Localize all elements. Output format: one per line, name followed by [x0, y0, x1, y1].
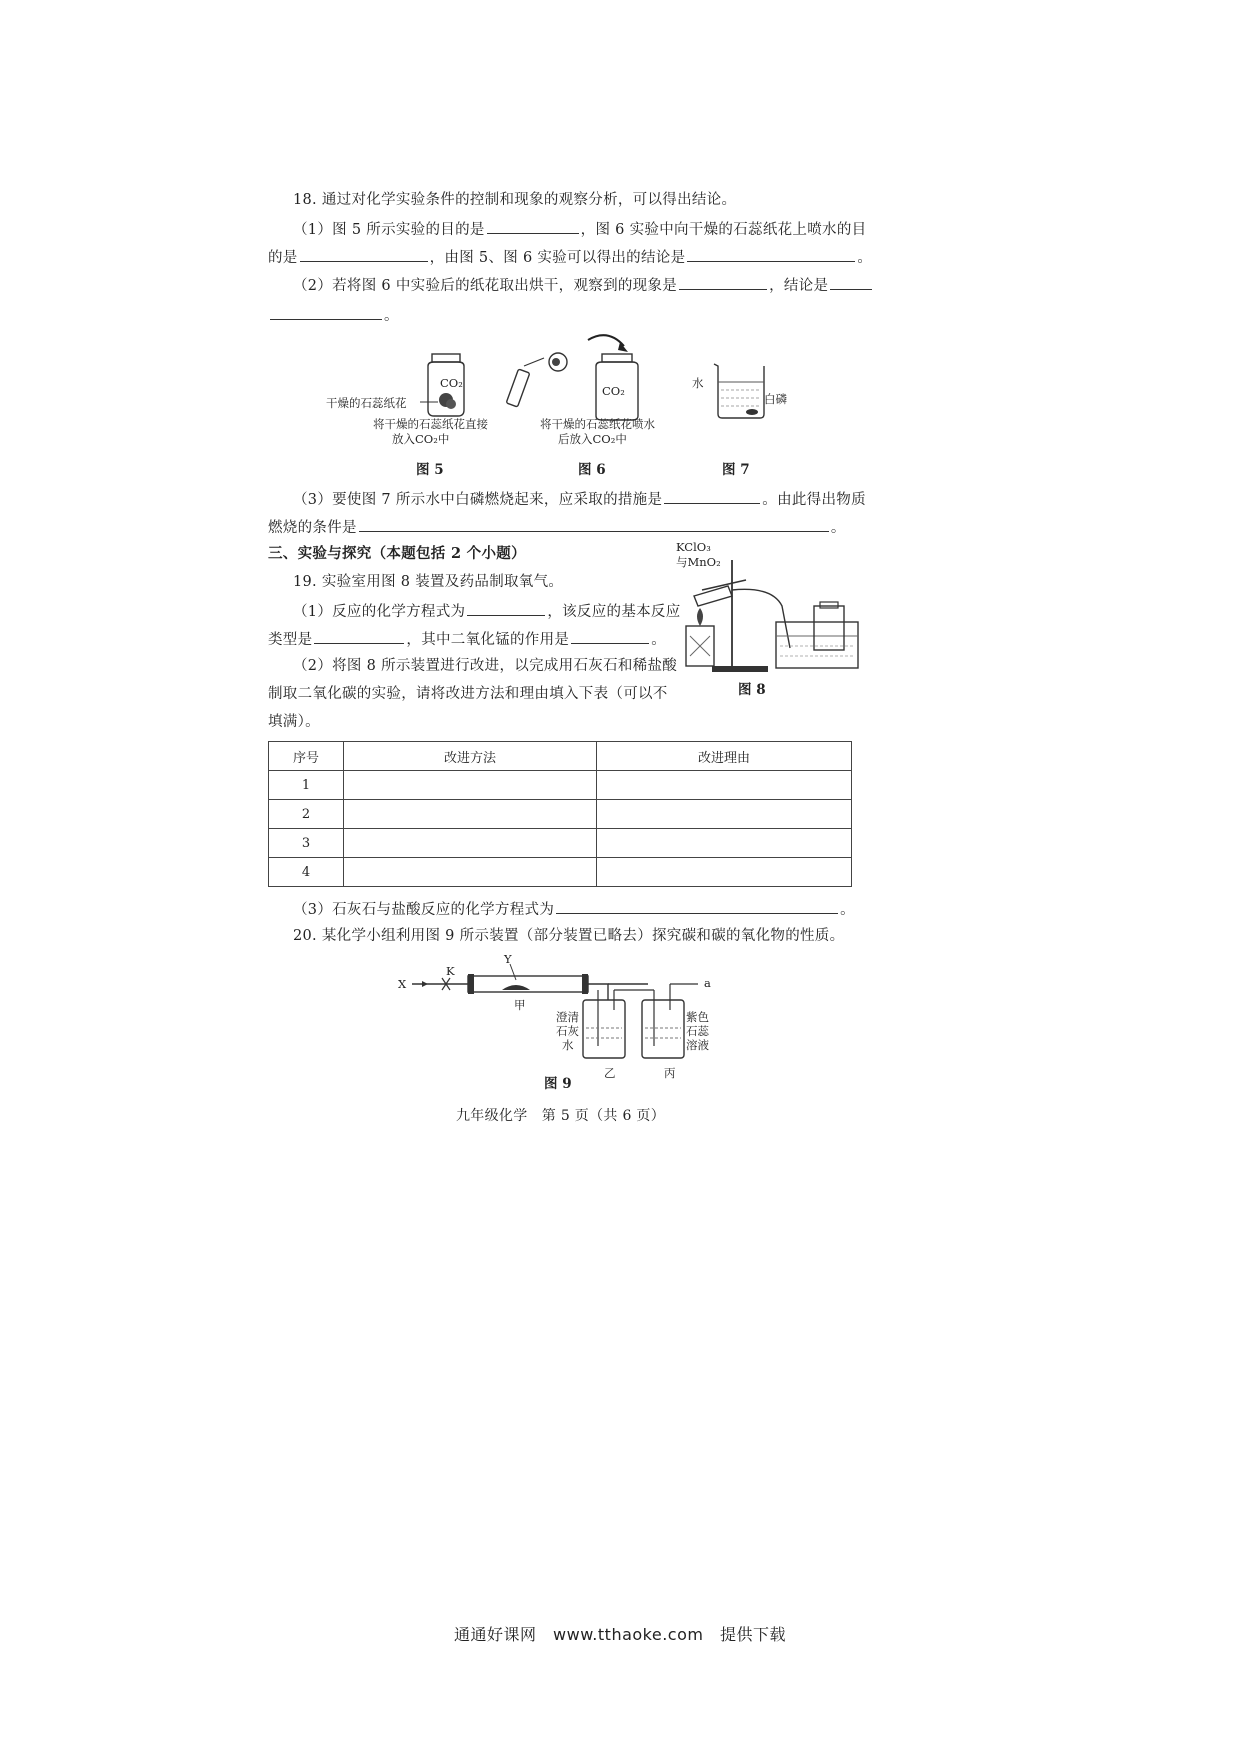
fig6-caption: 图 6 [578, 462, 606, 478]
water-trough-icon [776, 622, 858, 668]
fig7-caption: 图 7 [722, 462, 750, 478]
answer-blank[interactable] [679, 274, 767, 290]
jar-lid [432, 354, 460, 362]
fig9-litmus-2: 石蕊 [686, 1024, 709, 1038]
q19-part2-line1: （2）将图 8 所示装置进行改进，以完成用石灰石和稀盐酸 [293, 658, 678, 674]
answer-blank[interactable] [487, 218, 579, 234]
figure-8 [672, 556, 862, 676]
answer-blank[interactable] [556, 898, 838, 914]
fig9-label-k: K [446, 964, 455, 978]
method-cell[interactable] [344, 771, 597, 800]
q18-part2-line2: 。 [268, 304, 399, 326]
bottle-bing-icon [642, 1000, 684, 1058]
improvement-table [268, 741, 852, 887]
reason-cell[interactable] [597, 800, 852, 829]
q18-part1-line2: 的是 ，由图 5、图 6 实验可以得出的结论是 。 [268, 246, 872, 268]
answer-blank[interactable] [270, 304, 382, 320]
fig8-reagent-1: KClO₃ [676, 540, 711, 554]
q18-part3-line1: （3）要使图 7 所示水中白磷燃烧起来，应采取的措施是 。由此得出物质 [293, 488, 866, 510]
reason-cell[interactable] [597, 771, 852, 800]
q19-part2-line2: 制取二氧化碳的实验，请将改进方法和理由填入下表（可以不 [268, 686, 668, 702]
bottle-yi-icon [583, 1000, 625, 1058]
answer-blank[interactable] [467, 600, 545, 616]
fig9-limewater-3: 水 [562, 1038, 574, 1052]
test-tube-icon [694, 586, 732, 606]
fig6-gas-label: CO₂ [602, 384, 625, 398]
fig5-desc-2: 放入CO₂中 [392, 432, 450, 446]
table-row [269, 829, 852, 858]
figure-5 [420, 350, 510, 420]
fig7-water-label: 水 [692, 376, 704, 390]
spray-bottle-icon [506, 369, 530, 407]
method-cell[interactable] [344, 858, 597, 887]
fig8-caption: 图 8 [738, 682, 766, 698]
q19-title: 19. 实验室用图 8 装置及药品制取氧气。 [293, 574, 564, 590]
fig5-desc-1: 将干燥的石蕊纸花直接 [373, 417, 488, 431]
row-index: 4 [269, 858, 344, 887]
col-header-index: 序号 [269, 742, 344, 771]
delivery-tube [732, 589, 790, 648]
beaker-icon [714, 364, 764, 418]
reason-cell[interactable] [597, 829, 852, 858]
fig5-gas-label: CO₂ [440, 376, 463, 390]
q19-part2-line3: 填满）。 [268, 714, 320, 730]
fig9-litmus-3: 溶液 [686, 1038, 709, 1052]
reason-cell[interactable] [597, 858, 852, 887]
table-header-row [269, 742, 852, 771]
q19-part3: （3）石灰石与盐酸反应的化学方程式为 。 [293, 898, 855, 920]
fig9-label-bing: 丙 [664, 1066, 676, 1080]
fig9-label-a: a [704, 976, 711, 990]
q19-part1-line1: （1）反应的化学方程式为 ，该反应的基本反应 [293, 600, 681, 622]
fig9-limewater-1: 澄清 [556, 1010, 579, 1024]
table-row [269, 858, 852, 887]
q18-part3-line2: 燃烧的条件是 。 [268, 516, 846, 538]
answer-blank[interactable] [300, 246, 428, 262]
answer-blank[interactable] [830, 274, 872, 290]
row-index: 1 [269, 771, 344, 800]
row-index: 3 [269, 829, 344, 858]
figure-6 [508, 332, 668, 422]
fig5-caption: 图 5 [416, 462, 444, 478]
fig9-label-yi: 乙 [604, 1066, 616, 1080]
q20-title: 20. 某化学小组利用图 9 所示装置（部分装置已略去）探究碳和碳的氧化物的性质。 [293, 928, 845, 944]
fig9-caption: 图 9 [544, 1076, 572, 1092]
method-cell[interactable] [344, 800, 597, 829]
answer-blank[interactable] [687, 246, 855, 262]
q18-title: 18. 通过对化学实验条件的控制和现象的观察分析，可以得出结论。 [293, 192, 737, 208]
table-row [269, 800, 852, 829]
answer-blank[interactable] [664, 488, 760, 504]
fig9-litmus-1: 紫色 [686, 1010, 709, 1024]
page-number-footer: 九年级化学 第 5 页（共 6 页） [456, 1108, 666, 1124]
fig5-flower-label: 干燥的石蕊纸花 [326, 396, 407, 410]
fig6-desc-1: 将干燥的石蕊纸花喷水 [540, 417, 655, 431]
q19-part1-line2: 类型是 ，其中二氧化锰的作用是 。 [268, 628, 666, 650]
fig9-label-x: X [398, 977, 407, 991]
table-row [269, 771, 852, 800]
answer-blank[interactable] [571, 628, 649, 644]
arrow-icon [588, 335, 624, 346]
section-3-heading: 三、实验与探究（本题包括 2 个小题） [268, 545, 526, 562]
col-header-reason: 改进理由 [597, 742, 852, 771]
col-header-method: 改进方法 [344, 742, 597, 771]
figure-7 [712, 360, 772, 420]
fig8-reagent-2: 与MnO₂ [676, 555, 721, 569]
fig9-label-y: Y [504, 952, 512, 966]
q18-part1-line1: （1）图 5 所示实验的目的是 ，图 6 实验中向干燥的石蕊纸花上喷水的目 [293, 218, 866, 240]
collecting-bottle-icon [814, 606, 844, 650]
fig6-desc-2: 后放入CO₂中 [558, 432, 627, 446]
method-cell[interactable] [344, 829, 597, 858]
fig9-label-jia: 甲 [514, 998, 526, 1012]
site-footer: 通通好课网 www.tthaoke.com 提供下载 [454, 1625, 786, 1644]
fig9-limewater-2: 石灰 [556, 1024, 579, 1038]
fig7-phosphorus-label: 白磷 [764, 392, 787, 406]
row-index: 2 [269, 800, 344, 829]
answer-blank[interactable] [359, 516, 829, 532]
answer-blank[interactable] [314, 628, 404, 644]
q18-part2-line1: （2）若将图 6 中实验后的纸花取出烘干，观察到的现象是 ，结论是 [293, 274, 874, 296]
